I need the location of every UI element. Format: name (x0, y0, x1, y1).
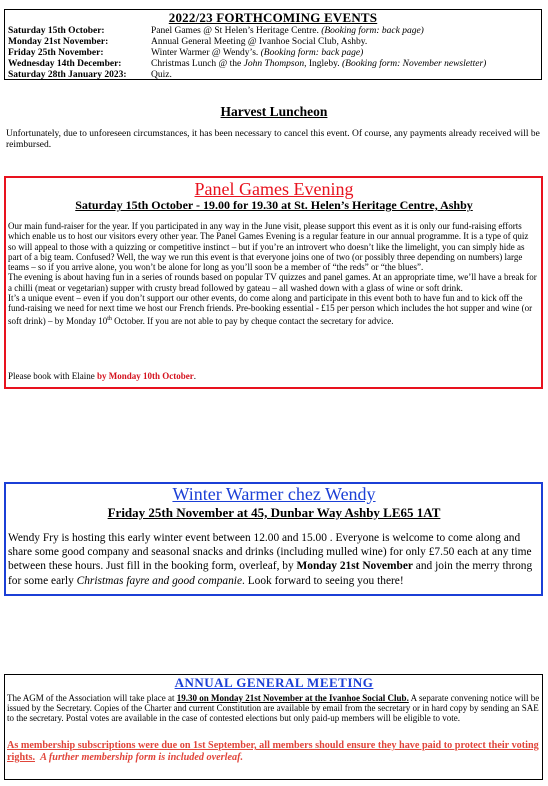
event-note: (Booking form: November newsletter) (342, 59, 487, 69)
event-venue: John Thompson (243, 59, 305, 69)
event-text: Panel Games @ St Helen’s Heritage Centre. (151, 26, 319, 36)
event-text: Christmas Lunch @ the (151, 59, 242, 69)
event-date: Wednesday 14th December: (8, 59, 122, 69)
paragraph: The evening is about having fun in a series of rounds based on popular TV quizzes and panel games. At an appropriate time, we’ll have a break for a chilli (meat or vegetarian) supper with crusty bread followed by gateau – all washed down with a glass of wine or soft drink. (8, 272, 537, 293)
winter-warmer-subheading: Friday 25th November at 45, Dunbar Way Ashby LE65 1AT (107, 505, 441, 520)
event-date: Monday 21st November: (8, 37, 109, 47)
panel-games-subheading: Saturday 15th October - 19.00 for 19.30 at St. Helen’s Heritage Centre, Ashby (75, 198, 473, 212)
event-date: Friday 25th November: (8, 48, 104, 58)
agm-membership-warning: As membership subscriptions were due on 1st September, all members should ensure they have paid to protect their voting rights. A further membership form is included overleaf. (7, 740, 539, 763)
event-note: (Booking form: back page) (321, 26, 424, 36)
forthcoming-events-box: 2022/23 FORTHCOMING EVENTS Saturday 15th October: Panel Games @ St Helen’s Heritage Centre. (Booking form: back page) Monday 21st November: Annual General Meeting @ Ivanhoe Social Club, Ashby. Friday 25th November: Winter Warmer @ Wendy’s. (Booking form: back page) Wednesday 14th December: Christmas Lunch @ the John Thompson, Ingleby. (Booking form: November newsletter) Saturday 28th January 2023: Quiz. (4, 9, 542, 80)
winter-deadline: Monday 21st November (296, 560, 413, 573)
harvest-notice: Unfortunately, due to unforeseen circumstances, it has been necessary to cancel this event. Of course, any payments already received will be reimbursed. (6, 129, 540, 150)
winter-warmer-description: Wendy Fry is hosting this early winter event between 12.00 and 15.00 . Everyone is welcome to come along and share some good company and seasonal snacks and drinks (including mulled wine) for only £7.50 each at any time between these hours. Just fill in the booking form, overleaf, by Monday 21st November and join the merry throng for some early Christmas fayre and good companie. Look forward to seeing you there! (8, 532, 533, 587)
events-title: 2022/23 FORTHCOMING EVENTS (168, 10, 378, 25)
winter-warmer-heading: Winter Warmer chez Wendy (172, 484, 376, 504)
membership-form-note: A further membership form is included overleaf. (40, 752, 244, 763)
event-text: Annual General Meeting @ Ivanhoe Social Club, Ashby. (151, 37, 368, 47)
agm-heading: ANNUAL GENERAL MEETING (174, 675, 374, 690)
panel-games-heading: Panel Games Evening (194, 179, 354, 199)
agm-description: The AGM of the Association will take place at 19.30 on Monday 21st November at the Ivanhoe Social Club. A separate convening notice will be issued by the Secretary. Copies of the Charter and current Constitution are available by email from the secretary or in hard copy by sending an SAE to the secretary. Postal votes are available in the case of contested elections but only paid-up members will be eligible to vote. (7, 693, 540, 724)
paragraph: Our main fund-raiser for the year. If you participated in any way in the June visit, please support this event as it is only our fund-raising efforts which enable us to host our visitors every other year. The Panel Games Evening is a regular feature in our annual programme. It is a type of quiz so will appeal to those with a quizzing or competitive instinct – but if you’re an introvert who doesn’t like the limelight, you can simply hide as part of a big team. Confused? Well, the way we run this event is that everyone joins one of two (or possibly three depending on numbers) large teams – so if you arrive alone, you won’t be alone for long as you’ll soon be a member of “the reds” or “the blues”. (8, 221, 529, 273)
event-date: Saturday 15th October: (8, 26, 105, 36)
event-date: Saturday 28th January 2023: (8, 70, 127, 80)
panel-games-description (8, 221, 538, 326)
panel-booking-line: Please book with Elaine by Monday 10th October. (8, 371, 196, 381)
event-note: (Booking form: back page) (260, 48, 364, 58)
agm-datetime: 19.30 on Monday 21st November at the Ivanhoe Social Club. (176, 693, 409, 703)
event-text: Winter Warmer @ Wendy’s. (151, 48, 259, 58)
booking-deadline: by Monday 10th October (96, 371, 194, 381)
paragraph: It’s a unique event – even if you don’t support our other events, do come along and participate in this event both to have fun and to kick off the fund-raising we need for next time we host our French friends. Pre-booking essential - £15 per person which includes the hot supper and wine (or soft drink) – by Monday 10th October. If you are not able to pay by cheque contact the secretary for advice. (8, 293, 533, 326)
harvest-heading: Harvest Luncheon (220, 104, 328, 119)
event-text: Quiz. (151, 70, 172, 80)
